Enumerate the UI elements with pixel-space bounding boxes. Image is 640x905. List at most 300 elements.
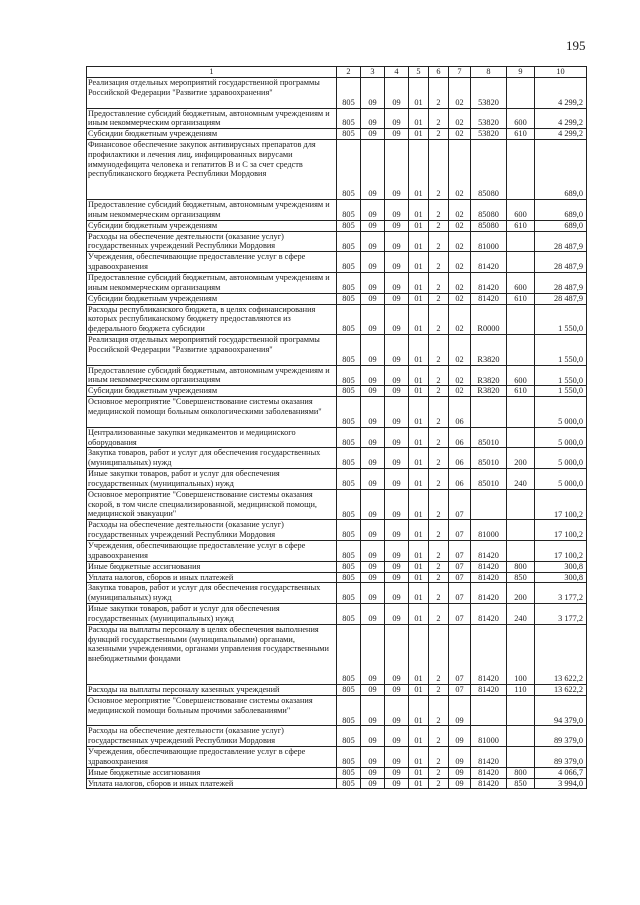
table-row xyxy=(87,541,587,562)
row-name: Субсидии бюджетным учреждениям xyxy=(87,386,337,397)
row-name: Иные бюджетные ассигнования xyxy=(87,767,337,778)
code-cell: 02 xyxy=(449,200,471,221)
column-header: 6 xyxy=(429,67,449,78)
code-cell: 2 xyxy=(429,604,449,625)
code-cell: 09 xyxy=(385,684,409,695)
row-name: Основное мероприятие "Совершенствование системы оказания скорой, в том числе специализированной, медицинской помощи, медицинской эвакуации" xyxy=(87,489,337,520)
code-cell: 805 xyxy=(337,140,361,200)
code-cell: 09 xyxy=(385,695,409,726)
code-cell: 2 xyxy=(429,561,449,572)
table-row xyxy=(87,561,587,572)
code-cell: 09 xyxy=(385,273,409,294)
amount-cell: 300,8 xyxy=(535,561,587,572)
code-cell: 02 xyxy=(449,365,471,386)
code-cell: 09 xyxy=(361,448,385,469)
code-cell: 805 xyxy=(337,365,361,386)
code-cell: 01 xyxy=(409,200,429,221)
code-cell: 09 xyxy=(361,140,385,200)
code-cell: 09 xyxy=(385,583,409,604)
code-cell: 09 xyxy=(361,252,385,273)
code-cell: 81420 xyxy=(471,583,507,604)
table-row xyxy=(87,220,587,231)
code-cell: 06 xyxy=(449,427,471,448)
table-row xyxy=(87,365,587,386)
code-cell: 09 xyxy=(361,386,385,397)
code-cell: 09 xyxy=(385,386,409,397)
code-cell: 53820 xyxy=(471,129,507,140)
code-cell: 09 xyxy=(385,293,409,304)
code-cell xyxy=(507,304,535,335)
column-header: 2 xyxy=(337,67,361,78)
code-cell: 53820 xyxy=(471,108,507,129)
code-cell: 09 xyxy=(361,572,385,583)
code-cell: 07 xyxy=(449,561,471,572)
code-cell: 805 xyxy=(337,273,361,294)
code-cell: 09 xyxy=(449,767,471,778)
code-cell: 2 xyxy=(429,695,449,726)
code-cell: 81420 xyxy=(471,252,507,273)
amount-cell: 300,8 xyxy=(535,572,587,583)
amount-cell: 13 622,2 xyxy=(535,684,587,695)
code-cell: 09 xyxy=(361,583,385,604)
table-row xyxy=(87,583,587,604)
code-cell: 09 xyxy=(361,561,385,572)
column-header: 10 xyxy=(535,67,587,78)
row-name: Расходы на выплаты персоналу в целях обеспечения выполнения функций государственными (муниципальными) органами, казенными учреждениями, органами управления государственными внебюджетными фондами xyxy=(87,624,337,684)
code-cell: 01 xyxy=(409,78,429,109)
table-row xyxy=(87,293,587,304)
table-row xyxy=(87,231,587,252)
code-cell xyxy=(507,541,535,562)
column-header: 3 xyxy=(361,67,385,78)
column-header: 1 xyxy=(87,67,337,78)
amount-cell: 1 550,0 xyxy=(535,335,587,366)
code-cell: 240 xyxy=(507,604,535,625)
amount-cell: 5 000,0 xyxy=(535,469,587,490)
code-cell: 805 xyxy=(337,304,361,335)
code-cell: 02 xyxy=(449,108,471,129)
code-cell: 02 xyxy=(449,293,471,304)
code-cell: 09 xyxy=(361,520,385,541)
table-row xyxy=(87,78,587,109)
code-cell: 805 xyxy=(337,520,361,541)
code-cell: 805 xyxy=(337,335,361,366)
row-name: Учреждения, обеспечивающие предоставление услуг в сфере здравоохранения xyxy=(87,747,337,768)
code-cell: 805 xyxy=(337,684,361,695)
code-cell xyxy=(507,78,535,109)
code-cell: 805 xyxy=(337,129,361,140)
row-name: Уплата налогов, сборов и иных платежей xyxy=(87,572,337,583)
row-name: Закупка товаров, работ и услуг для обеспечения государственных (муниципальных) нужд xyxy=(87,583,337,604)
table-row xyxy=(87,129,587,140)
code-cell: 09 xyxy=(385,767,409,778)
code-cell: 07 xyxy=(449,604,471,625)
column-header: 7 xyxy=(449,67,471,78)
table-row xyxy=(87,335,587,366)
code-cell: 06 xyxy=(449,469,471,490)
amount-cell: 28 487,9 xyxy=(535,293,587,304)
code-cell: 81420 xyxy=(471,273,507,294)
code-cell: 81420 xyxy=(471,604,507,625)
code-cell: 01 xyxy=(409,365,429,386)
code-cell: 2 xyxy=(429,541,449,562)
code-cell: 01 xyxy=(409,427,429,448)
code-cell: 09 xyxy=(385,726,409,747)
code-cell: 07 xyxy=(449,583,471,604)
row-name: Субсидии бюджетным учреждениям xyxy=(87,293,337,304)
code-cell: 07 xyxy=(449,541,471,562)
code-cell: 200 xyxy=(507,448,535,469)
code-cell: 09 xyxy=(361,489,385,520)
code-cell: 09 xyxy=(361,397,385,428)
code-cell: 600 xyxy=(507,200,535,221)
column-header: 9 xyxy=(507,67,535,78)
amount-cell: 689,0 xyxy=(535,220,587,231)
amount-cell: 28 487,9 xyxy=(535,231,587,252)
table-row xyxy=(87,448,587,469)
code-cell: 09 xyxy=(361,541,385,562)
code-cell: 02 xyxy=(449,231,471,252)
row-name: Иные бюджетные ассигнования xyxy=(87,561,337,572)
table-row xyxy=(87,695,587,726)
table-row xyxy=(87,252,587,273)
amount-cell: 4 299,2 xyxy=(535,108,587,129)
row-name: Финансовое обеспечение закупок антивирусных препаратов для профилактики и лечения лиц, инфицированных вирусами иммунодефицита человека и гепатитов B и C за счет средств республиканского бюджета Республики Мордовия xyxy=(87,140,337,200)
code-cell: 07 xyxy=(449,572,471,583)
code-cell: 02 xyxy=(449,220,471,231)
code-cell: 09 xyxy=(361,304,385,335)
code-cell xyxy=(507,726,535,747)
code-cell: 09 xyxy=(361,220,385,231)
table-row xyxy=(87,140,587,200)
code-cell: 09 xyxy=(385,365,409,386)
code-cell: 02 xyxy=(449,78,471,109)
code-cell: 01 xyxy=(409,624,429,684)
code-cell: 01 xyxy=(409,335,429,366)
code-cell: 02 xyxy=(449,140,471,200)
code-cell: 01 xyxy=(409,386,429,397)
row-name: Учреждения, обеспечивающие предоставление услуг в сфере здравоохранения xyxy=(87,252,337,273)
row-name: Предоставление субсидий бюджетным, автономным учреждениям и иным некоммерческим организациям xyxy=(87,200,337,221)
amount-cell: 1 550,0 xyxy=(535,386,587,397)
row-name: Иные закупки товаров, работ и услуг для обеспечения государственных (муниципальных) нужд xyxy=(87,469,337,490)
code-cell xyxy=(507,747,535,768)
code-cell: 01 xyxy=(409,231,429,252)
code-cell: 805 xyxy=(337,489,361,520)
code-cell: 09 xyxy=(385,108,409,129)
code-cell: 805 xyxy=(337,427,361,448)
code-cell: 805 xyxy=(337,469,361,490)
code-cell: 2 xyxy=(429,726,449,747)
code-cell: 805 xyxy=(337,583,361,604)
code-cell: 01 xyxy=(409,684,429,695)
table-row xyxy=(87,747,587,768)
code-cell: 09 xyxy=(385,448,409,469)
code-cell: 09 xyxy=(385,304,409,335)
code-cell: 805 xyxy=(337,220,361,231)
table-row xyxy=(87,489,587,520)
row-name: Предоставление субсидий бюджетным, автономным учреждениям и иным некоммерческим организациям xyxy=(87,273,337,294)
column-header: 8 xyxy=(471,67,507,78)
code-cell: 100 xyxy=(507,624,535,684)
code-cell: 2 xyxy=(429,397,449,428)
code-cell: R3820 xyxy=(471,335,507,366)
code-cell: 85010 xyxy=(471,427,507,448)
code-cell: 805 xyxy=(337,293,361,304)
code-cell: 805 xyxy=(337,78,361,109)
code-cell: 53820 xyxy=(471,78,507,109)
code-cell: 2 xyxy=(429,469,449,490)
code-cell: 09 xyxy=(385,200,409,221)
row-name: Расходы на обеспечение деятельности (оказание услуг) государственных учреждений Республики Мордовия xyxy=(87,520,337,541)
code-cell: 01 xyxy=(409,695,429,726)
code-cell: 01 xyxy=(409,604,429,625)
code-cell: 02 xyxy=(449,129,471,140)
code-cell: 09 xyxy=(361,747,385,768)
row-name: Расходы на обеспечение деятельности (оказание услуг) государственных учреждений Республики Мордовия xyxy=(87,726,337,747)
table-header-row xyxy=(87,67,587,78)
code-cell: 805 xyxy=(337,604,361,625)
table-row xyxy=(87,726,587,747)
code-cell: 09 xyxy=(385,561,409,572)
table-row xyxy=(87,767,587,778)
code-cell: 805 xyxy=(337,252,361,273)
code-cell: 805 xyxy=(337,386,361,397)
amount-cell: 1 550,0 xyxy=(535,365,587,386)
code-cell: 2 xyxy=(429,386,449,397)
code-cell xyxy=(507,335,535,366)
code-cell: 2 xyxy=(429,140,449,200)
code-cell: 81420 xyxy=(471,561,507,572)
code-cell: R0000 xyxy=(471,304,507,335)
code-cell: 09 xyxy=(385,231,409,252)
code-cell: 09 xyxy=(361,767,385,778)
code-cell: 09 xyxy=(385,140,409,200)
code-cell: 09 xyxy=(361,684,385,695)
code-cell: R3820 xyxy=(471,386,507,397)
code-cell: 09 xyxy=(361,365,385,386)
code-cell: 805 xyxy=(337,767,361,778)
code-cell xyxy=(507,427,535,448)
code-cell: 81000 xyxy=(471,520,507,541)
code-cell: 09 xyxy=(385,624,409,684)
code-cell: 09 xyxy=(385,489,409,520)
code-cell: 02 xyxy=(449,252,471,273)
amount-cell: 4 066,7 xyxy=(535,767,587,778)
code-cell: 09 xyxy=(385,747,409,768)
row-name: Реализация отдельных мероприятий государственной программы Российской Федерации "Развитие здравоохранения" xyxy=(87,335,337,366)
row-name: Субсидии бюджетным учреждениям xyxy=(87,129,337,140)
table-row xyxy=(87,778,587,789)
amount-cell: 689,0 xyxy=(535,200,587,221)
code-cell: 02 xyxy=(449,335,471,366)
code-cell: 2 xyxy=(429,273,449,294)
code-cell: 2 xyxy=(429,108,449,129)
code-cell: 01 xyxy=(409,778,429,789)
code-cell: 805 xyxy=(337,572,361,583)
code-cell xyxy=(507,397,535,428)
code-cell: 01 xyxy=(409,273,429,294)
amount-cell: 17 100,2 xyxy=(535,541,587,562)
code-cell xyxy=(507,231,535,252)
code-cell: 805 xyxy=(337,231,361,252)
code-cell: 2 xyxy=(429,520,449,541)
code-cell: 09 xyxy=(361,273,385,294)
row-name: Основное мероприятие "Совершенствование системы оказания медицинской помощи больным прочими заболеваниями" xyxy=(87,695,337,726)
code-cell: 610 xyxy=(507,293,535,304)
code-cell xyxy=(507,252,535,273)
code-cell: 07 xyxy=(449,489,471,520)
code-cell: 01 xyxy=(409,129,429,140)
table-row xyxy=(87,273,587,294)
code-cell: 09 xyxy=(361,778,385,789)
code-cell: 09 xyxy=(361,695,385,726)
amount-cell: 89 379,0 xyxy=(535,747,587,768)
code-cell: 01 xyxy=(409,583,429,604)
amount-cell: 17 100,2 xyxy=(535,489,587,520)
code-cell: 2 xyxy=(429,335,449,366)
code-cell: 600 xyxy=(507,365,535,386)
code-cell: 85010 xyxy=(471,469,507,490)
code-cell: 09 xyxy=(449,695,471,726)
code-cell: 81420 xyxy=(471,747,507,768)
table-row xyxy=(87,304,587,335)
code-cell xyxy=(507,520,535,541)
table-row xyxy=(87,604,587,625)
code-cell: 2 xyxy=(429,778,449,789)
code-cell: 2 xyxy=(429,129,449,140)
amount-cell: 4 299,2 xyxy=(535,78,587,109)
code-cell: 09 xyxy=(385,520,409,541)
table-row xyxy=(87,624,587,684)
amount-cell: 5 000,0 xyxy=(535,397,587,428)
code-cell: 85080 xyxy=(471,140,507,200)
code-cell: 09 xyxy=(361,78,385,109)
page-number: 195 xyxy=(566,38,586,53)
row-name: Расходы на обеспечение деятельности (оказание услуг) государственных учреждений Республики Мордовия xyxy=(87,231,337,252)
amount-cell: 5 000,0 xyxy=(535,427,587,448)
code-cell: 01 xyxy=(409,293,429,304)
code-cell: 2 xyxy=(429,231,449,252)
code-cell: 805 xyxy=(337,695,361,726)
code-cell: 81420 xyxy=(471,624,507,684)
code-cell: 2 xyxy=(429,624,449,684)
code-cell: 09 xyxy=(361,231,385,252)
code-cell: 805 xyxy=(337,778,361,789)
code-cell: 81420 xyxy=(471,541,507,562)
code-cell: 09 xyxy=(385,252,409,273)
amount-cell: 4 299,2 xyxy=(535,129,587,140)
code-cell: 81420 xyxy=(471,572,507,583)
code-cell: 01 xyxy=(409,252,429,273)
code-cell: 850 xyxy=(507,778,535,789)
code-cell: 805 xyxy=(337,200,361,221)
row-name: Предоставление субсидий бюджетным, автономным учреждениям и иным некоммерческим организациям xyxy=(87,365,337,386)
code-cell: 09 xyxy=(385,427,409,448)
code-cell: 805 xyxy=(337,108,361,129)
code-cell: 81000 xyxy=(471,726,507,747)
code-cell: 81000 xyxy=(471,231,507,252)
code-cell: 805 xyxy=(337,541,361,562)
code-cell: 800 xyxy=(507,767,535,778)
table-row xyxy=(87,386,587,397)
amount-cell: 28 487,9 xyxy=(535,273,587,294)
row-name: Основное мероприятие "Совершенствование системы оказания медицинской помощи больным онкологическими заболеваниями" xyxy=(87,397,337,428)
code-cell: 2 xyxy=(429,448,449,469)
code-cell: 09 xyxy=(385,335,409,366)
code-cell: 200 xyxy=(507,583,535,604)
table-row xyxy=(87,427,587,448)
row-name: Расходы на выплаты персоналу казенных учреждений xyxy=(87,684,337,695)
code-cell: 805 xyxy=(337,747,361,768)
code-cell: 07 xyxy=(449,520,471,541)
row-name: Субсидии бюджетным учреждениям xyxy=(87,220,337,231)
code-cell: 09 xyxy=(361,335,385,366)
code-cell: 09 xyxy=(385,469,409,490)
row-name: Закупка товаров, работ и услуг для обеспечения государственных (муниципальных) нужд xyxy=(87,448,337,469)
code-cell: 610 xyxy=(507,386,535,397)
code-cell: 800 xyxy=(507,561,535,572)
code-cell: 02 xyxy=(449,386,471,397)
code-cell: 07 xyxy=(449,684,471,695)
amount-cell: 13 622,2 xyxy=(535,624,587,684)
code-cell: 09 xyxy=(449,747,471,768)
code-cell: 09 xyxy=(361,108,385,129)
code-cell: 01 xyxy=(409,220,429,231)
code-cell: 02 xyxy=(449,273,471,294)
code-cell: 2 xyxy=(429,684,449,695)
amount-cell: 89 379,0 xyxy=(535,726,587,747)
code-cell: 2 xyxy=(429,252,449,273)
code-cell: 2 xyxy=(429,220,449,231)
row-name: Расходы республиканского бюджета, в целях софинансирования которых республиканскому бюджету предоставляются из федерального бюджета субсидии xyxy=(87,304,337,335)
table-row xyxy=(87,397,587,428)
code-cell: 85010 xyxy=(471,448,507,469)
code-cell: 09 xyxy=(361,200,385,221)
code-cell xyxy=(507,140,535,200)
code-cell: 2 xyxy=(429,572,449,583)
amount-cell: 5 000,0 xyxy=(535,448,587,469)
code-cell: 07 xyxy=(449,624,471,684)
row-name: Централизованные закупки медикаментов и медицинского оборудования xyxy=(87,427,337,448)
code-cell: 110 xyxy=(507,684,535,695)
code-cell: 240 xyxy=(507,469,535,490)
code-cell: 09 xyxy=(385,397,409,428)
code-cell: 01 xyxy=(409,726,429,747)
code-cell: 09 xyxy=(449,726,471,747)
code-cell: R3820 xyxy=(471,365,507,386)
code-cell: 09 xyxy=(385,129,409,140)
code-cell: 600 xyxy=(507,273,535,294)
amount-cell: 94 379,0 xyxy=(535,695,587,726)
code-cell: 2 xyxy=(429,304,449,335)
code-cell: 01 xyxy=(409,489,429,520)
amount-cell: 689,0 xyxy=(535,140,587,200)
code-cell: 81420 xyxy=(471,767,507,778)
code-cell: 01 xyxy=(409,108,429,129)
code-cell: 2 xyxy=(429,489,449,520)
code-cell: 2 xyxy=(429,747,449,768)
code-cell: 2 xyxy=(429,365,449,386)
code-cell: 01 xyxy=(409,572,429,583)
row-name: Иные закупки товаров, работ и услуг для обеспечения государственных (муниципальных) нужд xyxy=(87,604,337,625)
code-cell: 01 xyxy=(409,767,429,778)
code-cell: 09 xyxy=(449,778,471,789)
code-cell: 01 xyxy=(409,140,429,200)
code-cell: 09 xyxy=(361,293,385,304)
amount-cell: 28 487,9 xyxy=(535,252,587,273)
table-row xyxy=(87,684,587,695)
